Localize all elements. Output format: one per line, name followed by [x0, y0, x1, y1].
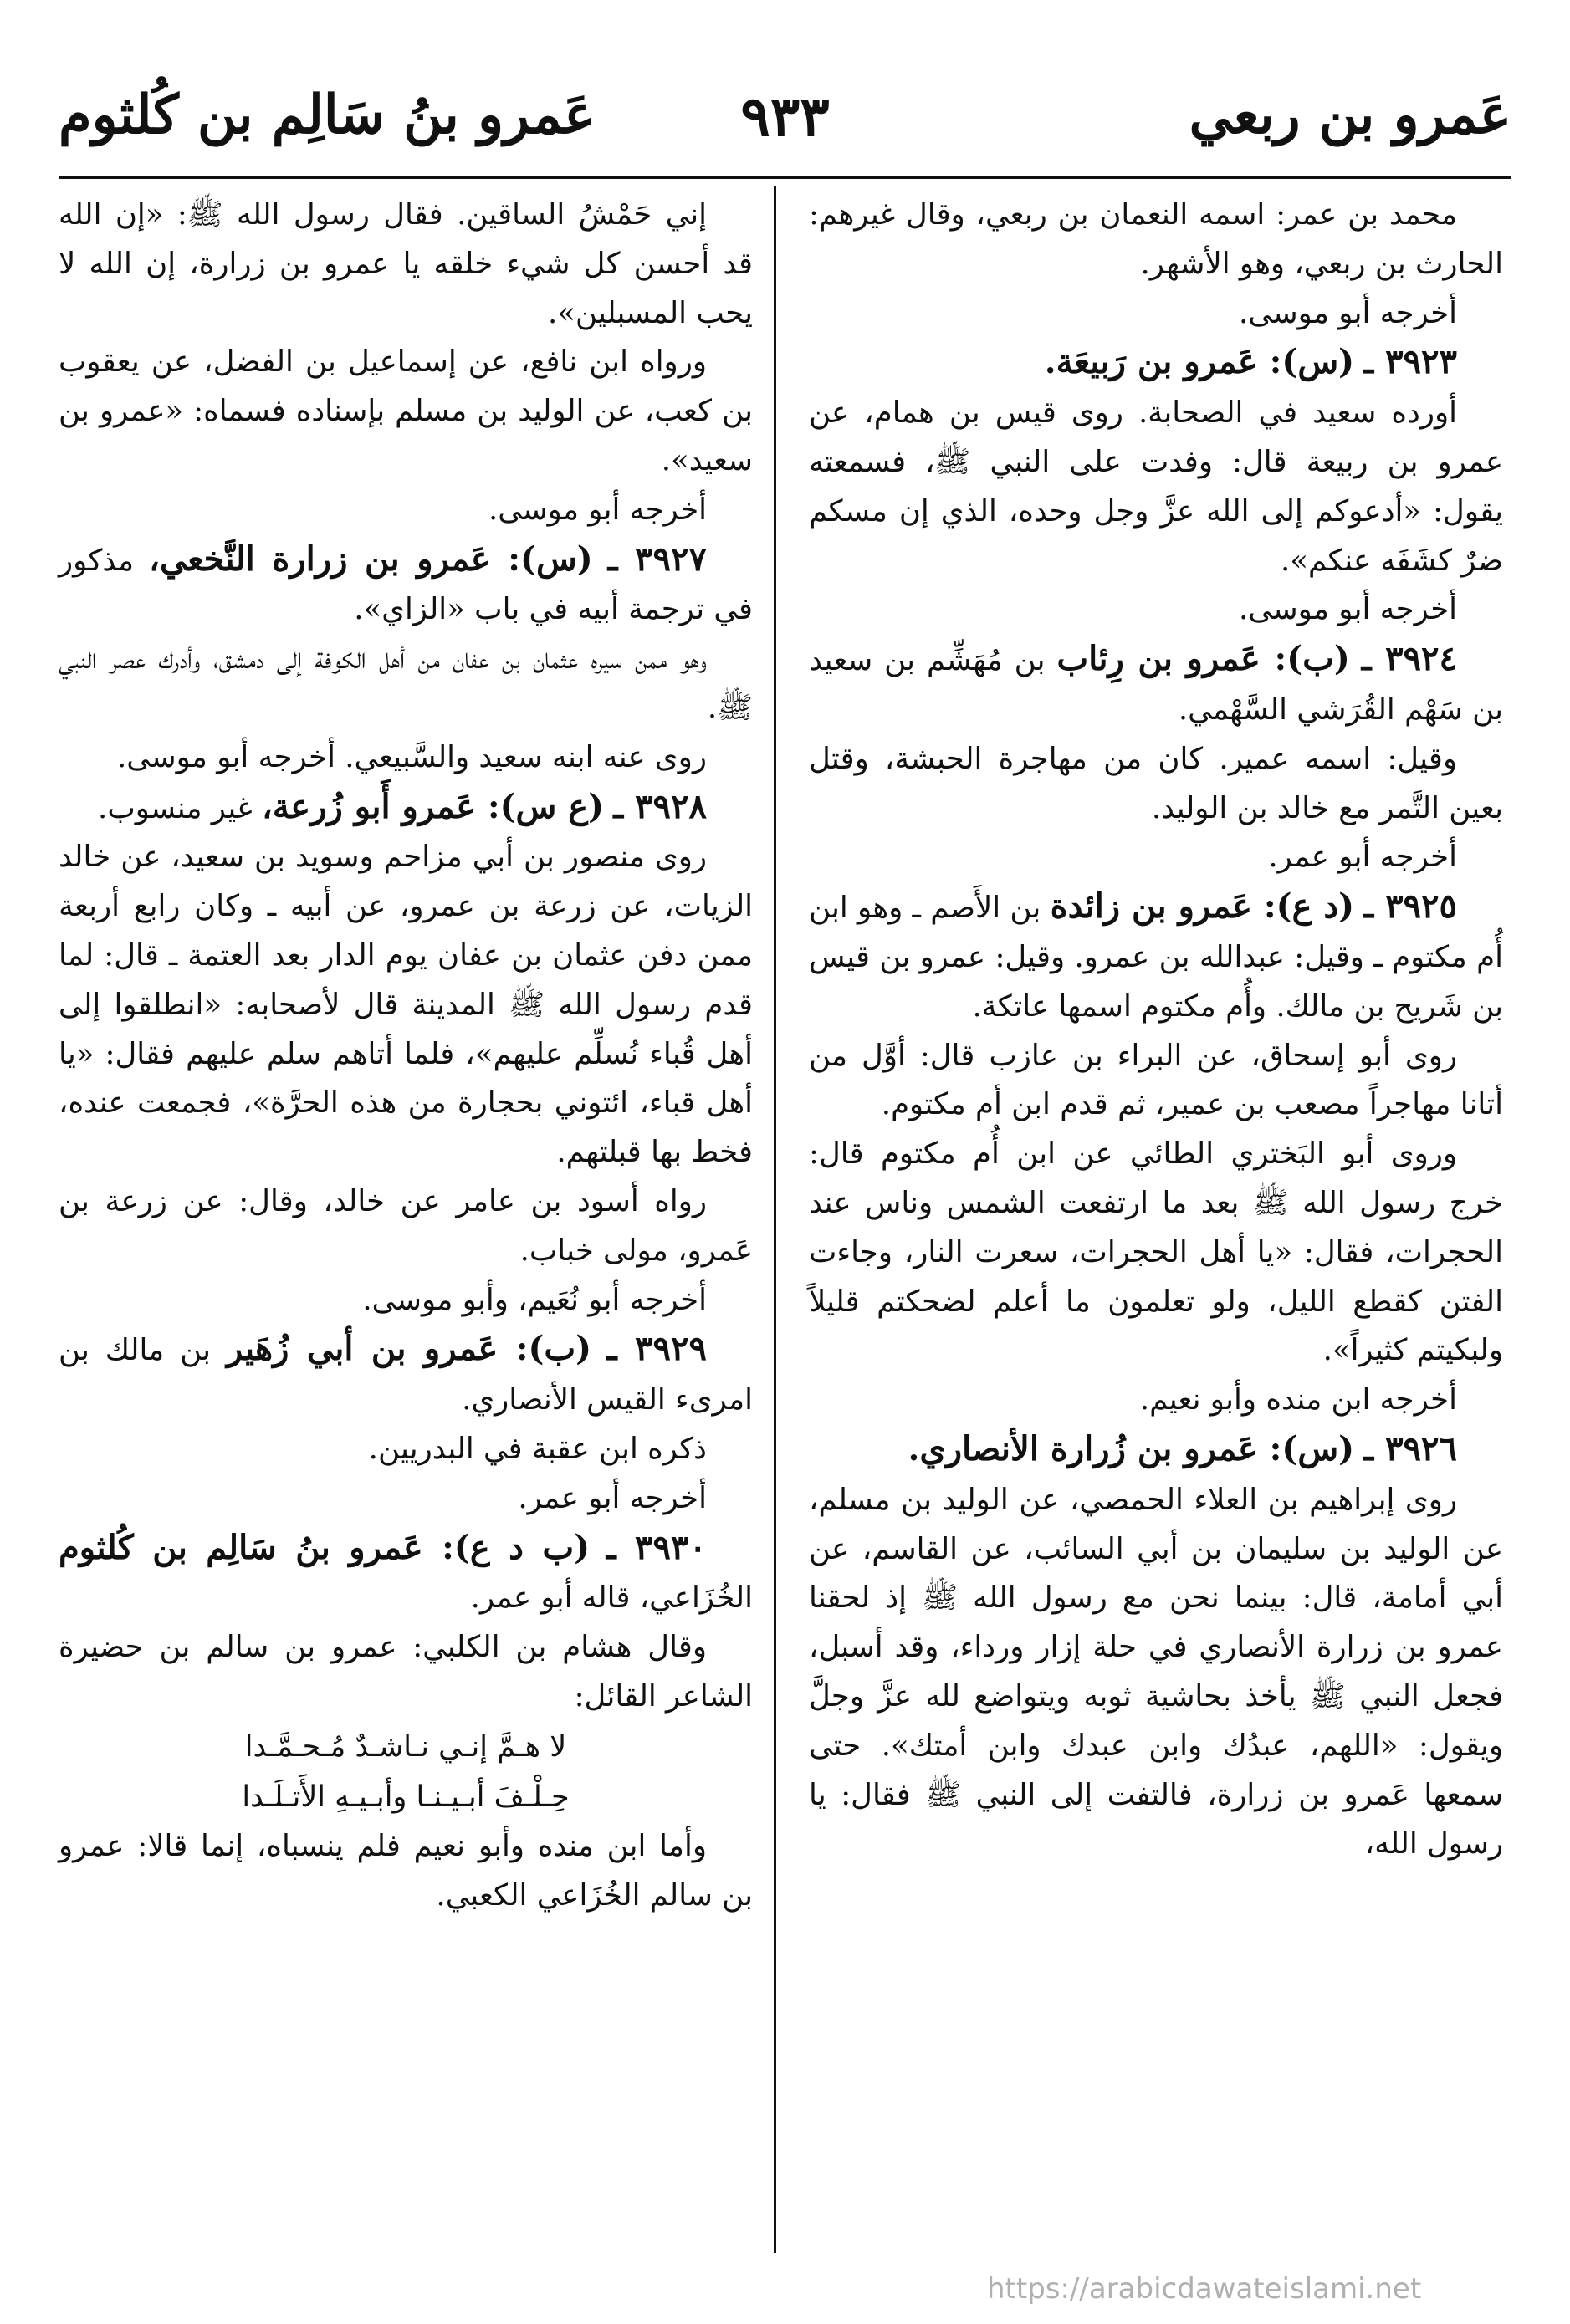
biography-entry	[809, 1425, 1503, 1476]
entry-heading: (س): عَمرو بن رَبيعَة.	[1044, 342, 1355, 382]
entry-number: ٣٩٢٣ ـ	[1363, 342, 1457, 382]
paragraph: محمد بن عمر: اسمه النعمان بن ربعي، وقال غيرهم: الحارث بن ربعي، وهو الأشهر.	[809, 197, 1503, 281]
right-column	[809, 191, 1503, 1869]
entry-text: بن الأَصم ـ وهو ابن أُم مكتوم ـ وقيل: عبدالله بن عمرو. وقيل: عمرو بن قيس بن شَريح بن مالك. وأُم مكتوم اسمها عاتكة.	[809, 891, 1503, 1024]
entry-number: ٣٩٢٥ ـ	[1363, 886, 1457, 927]
page-number: ٩٣٣	[740, 84, 830, 149]
header-rule	[59, 176, 1511, 179]
paragraph: رواه أسود بن عامر عن خالد، وقال: عن زرعة بن عَمرو، مولى خباب.	[59, 1183, 753, 1268]
column-divider	[774, 186, 776, 2253]
paragraph: أخرجه أبو موسى.	[1239, 592, 1457, 627]
entry-heading: (س): عَمرو بن زرارة النَّخعي،	[149, 539, 593, 579]
entry-heading: (ع س): عَمرو أَبو زُرعة،	[261, 786, 605, 826]
running-title-left: عَمرو بنُ سَالِم بن كُلثوم	[59, 84, 596, 146]
biography-entry	[59, 535, 753, 636]
paragraph: وقيل: اسمه عمير. كان من مهاجرة الحبشة، وقتل بعين التَّمر مع خالد بن الوليد.	[809, 741, 1503, 825]
entry-text: بن مالك بن امرىء القيس الأنصاري.	[59, 1333, 753, 1417]
paragraph: أخرجه أبو عمر.	[1268, 840, 1457, 875]
paragraph: روى منصور بن أبي مزاحم وسويد بن سعيد، عن خالد الزيات، عن زرعة بن عمرو، عن أبيه ـ وكان رابع أربعة ممن دفن عثمان بن عفان يوم الدار بعد العتمة ـ قال: لما قدم رسول الله ﷺ المدينة قال لأصحابه: «انطلقوا إلى أهل قُباء نُسلِّم عليهم»، فلما أتاهم سلم عليهم فقال: «يا أهل قباء، ائتوني بحجارة من هذه الحرَّة»، فجمعت عنده، فخط بها قبلتهم.	[59, 840, 753, 1170]
entry-number: ٣٩٣٠ ـ	[606, 1527, 707, 1567]
paragraph: أخرجه أبو موسى.	[488, 492, 707, 527]
paragraph: ذكره ابن عقبة في البدريين.	[368, 1431, 707, 1466]
paragraph: أخرجه أبو موسى.	[1239, 295, 1457, 330]
page-header	[59, 84, 1511, 176]
entry-number: ٣٩٢٨ ـ	[613, 786, 707, 826]
entry-heading: (د ع): عَمرو بن زائدة	[1050, 886, 1355, 927]
paragraph: أخرجه ابن منده وأبو نعيم.	[1139, 1382, 1457, 1417]
left-column	[59, 191, 753, 1920]
paragraph: وهو ممن سيره عثمان بن عفان من أهل الكوفة إلى دمشق، وأدرك عصر النبي ﷺ.	[59, 641, 753, 725]
paragraph: إني حَمْشُ الساقين. فقال رسول الله ﷺ: «إن الله قد أحسن كل شيء خلقه يا عمرو بن زرارة، إن الله لا يحب المسبلين».	[59, 197, 753, 330]
entry-text: بن مُهَشِّم بن سعيد بن سَهْم القُرَشي السَّهْمي.	[809, 643, 1503, 727]
entry-number: ٣٩٢٩ ـ	[606, 1329, 707, 1369]
entry-heading: (ب): عَمرو بن رِئاب	[1056, 639, 1350, 679]
paragraph: أورده سعيد في الصحابة. روى قيس بن همام، عن عمرو بن ربيعة قال: وفدت على النبي ﷺ، فسمعته يقول: «أدعوكم إلى الله عزَّ وجل وحده، الذي إن مسكم ضرٌ كشَفَه عنكم».	[809, 396, 1503, 578]
paragraph: روى أبو إسحاق، عن البراء بن عازب قال: أوَّل من أتانا مهاجراً مصعب بن عمير، ثم قدم ابن أم مكتوم.	[809, 1038, 1503, 1122]
biography-entry	[809, 635, 1503, 735]
biography-entry	[59, 783, 753, 834]
entry-text: غير منسوب.	[98, 790, 253, 825]
paragraph: ورواه ابن نافع، عن إسماعيل بن الفضل، عن يعقوب بن كعب، عن الوليد بن مسلم بإسناده فسماه: «عمرو بن سعيد».	[59, 345, 753, 478]
biography-entry	[59, 1524, 753, 1624]
entry-text: مذكور في ترجمة أبيه في باب «الزاي».	[59, 543, 753, 627]
running-title-right: عَمرو بن ربعي	[1189, 84, 1511, 146]
paragraph: روى إبراهيم بن العلاء الحمصي، عن الوليد بن مسلم، عن الوليد بن سليمان بن أبي السائب، عن القاسم، عن أبي أمامة، قال: بينما نحن مع رسول الله ﷺ إذ لحقنا عمرو بن زرارة الأنصاري في حلة إزار ورداء، وقد أسبل، فجعل النبي ﷺ يأخذ بحاشية ثوبه ويتواضع لله عزَّ وجلَّ ويقول: «اللهم، عبدُك وابن عبدك وابن أمتك». حتى سمعها عَمرو بن زرارة، فالتفت إلى النبي ﷺ فقال: يا رسول الله،	[809, 1482, 1503, 1862]
paragraph: أخرجه أبو نُعَيم، وأبو موسى.	[362, 1282, 707, 1317]
poem-verse: حِـلْـفَ أبـيـنـا وأبـيـهِ الأَتـلَـدا	[242, 1780, 570, 1814]
paragraph: روى عنه ابنه سعيد والسَّبيعي. أخرجه أبو موسى.	[116, 739, 707, 774]
entry-number: ٣٩٢٦ ـ	[1363, 1428, 1457, 1468]
poem-verse: لا هـمَّ إنـي نـاشـدٌ مُـحـمَّـدا	[244, 1729, 567, 1764]
paragraph: وأما ابن منده وأبو نعيم فلم ينسباه، إنما قالا: عمرو بن سالم الخُزَاعي الكعبي.	[59, 1828, 753, 1913]
entry-heading: (ب د ع): عَمرو بنُ سَالِم بن كُلثوم	[59, 1527, 591, 1567]
biography-entry	[809, 338, 1503, 389]
paragraph: أخرجه أبو عمر.	[518, 1480, 707, 1515]
paragraph: وقال هشام بن الكلبي: عمرو بن سالم بن حضيرة الشاعر القائل:	[59, 1630, 753, 1714]
biography-entry	[59, 1325, 753, 1425]
biography-entry	[809, 882, 1503, 1031]
entry-number: ٣٩٢٧ ـ	[607, 539, 707, 579]
entry-text: الخُزَاعي، قاله أبو عمر.	[470, 1581, 753, 1616]
entry-heading: (س): عَمرو بن زُرارة الأنصاري.	[908, 1428, 1355, 1468]
entry-number: ٣٩٢٤ ـ	[1361, 639, 1457, 679]
entry-heading: (ب): عَمرو بن أبي زُهَير	[226, 1329, 592, 1369]
paragraph: وروى أبو البَختري الطائي عن ابن أُم مكتوم قال: خرج رسول الله ﷺ بعد ما ارتفعت الشمس وناس عند الحجرات، فقال: «يا أهل الحجرات، سعرت النار، وجاءت الفتن كقطع الليل، ولو تعلمون ما أعلم لضحكتم قليلاً ولبكيتم كثيراً».	[809, 1136, 1503, 1368]
watermark-url: https://arabicdawateislami.net	[987, 2272, 1422, 2306]
